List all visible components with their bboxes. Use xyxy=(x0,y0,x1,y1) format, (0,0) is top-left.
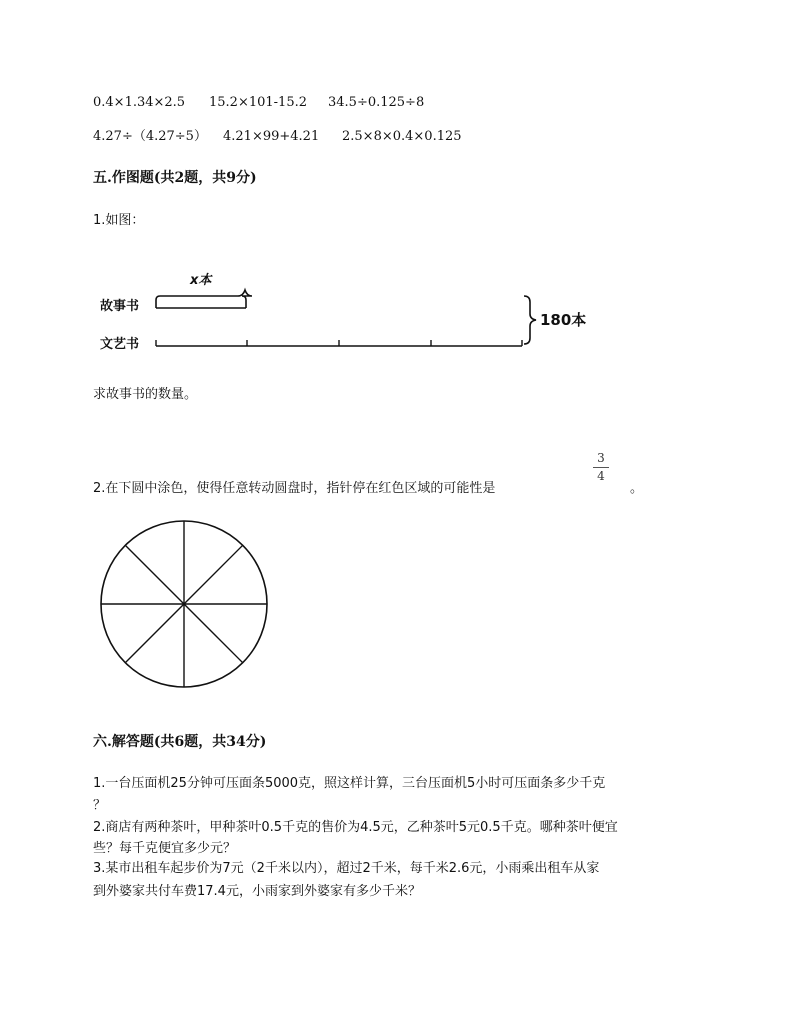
segment-diagram xyxy=(90,268,610,358)
question-line: 3.某市出租车起步价为7元（2千米以内），超过2千米，每千米2.6元，小雨乘出租车从家 xyxy=(93,861,600,876)
sector-line xyxy=(184,604,243,663)
sector-line xyxy=(125,545,184,604)
right-brace xyxy=(524,296,536,344)
question-line: 到外婆家共付车费17.4元，小雨家到外婆家有多少千米？ xyxy=(93,884,421,899)
fraction xyxy=(593,452,609,483)
spinner-circle xyxy=(98,518,270,690)
calc-expression: 0.4×1.34×2.5 xyxy=(93,95,186,110)
section-title: 五.作图题(共2题，共9分) xyxy=(93,170,257,186)
brace-label: x本 xyxy=(190,273,212,288)
sector-line xyxy=(125,604,184,663)
fraction-denominator: 4 xyxy=(597,469,605,483)
question-line: 2.商店有两种茶叶，甲种茶叶0.5千克的售价为4.5元，乙种茶叶5元0.5千克。哪种茶叶便宜 xyxy=(93,820,618,835)
calc-expression: 4.27÷（4.27÷5） xyxy=(93,129,207,144)
section-title: 六.解答题(共6题，共34分) xyxy=(93,734,267,750)
question-line: 1.一台压面机25分钟可压面条5000克，照这样计算，三台压面机5小时可压面条多少千克 xyxy=(93,776,606,791)
total-label: 180本 xyxy=(540,311,587,329)
calc-expression: 15.2×101-15.2 xyxy=(209,95,307,110)
sector-line xyxy=(184,545,243,604)
question-end-mark: 。 xyxy=(630,481,644,496)
row-label-story: 故事书 xyxy=(100,299,140,314)
fraction-bar xyxy=(593,467,609,468)
calc-expression: 4.21×99+4.21 xyxy=(223,129,320,144)
question-line: ？ xyxy=(93,798,107,813)
calc-expression: 34.5÷0.125÷8 xyxy=(328,95,425,110)
question-label: 1.如图： xyxy=(93,213,145,228)
question-text: 2.在下圆中涂色，使得任意转动圆盘时，指针停在红色区域的可能性是 xyxy=(93,481,496,496)
row-label-literature: 文艺书 xyxy=(100,337,140,352)
fraction-numerator: 3 xyxy=(597,451,605,465)
question-text: 求故事书的数量。 xyxy=(93,387,198,402)
calc-expression: 2.5×8×0.4×0.125 xyxy=(342,129,462,144)
question-line: 些？每千克便宜多少元？ xyxy=(93,841,237,856)
brace-mark xyxy=(156,290,252,308)
